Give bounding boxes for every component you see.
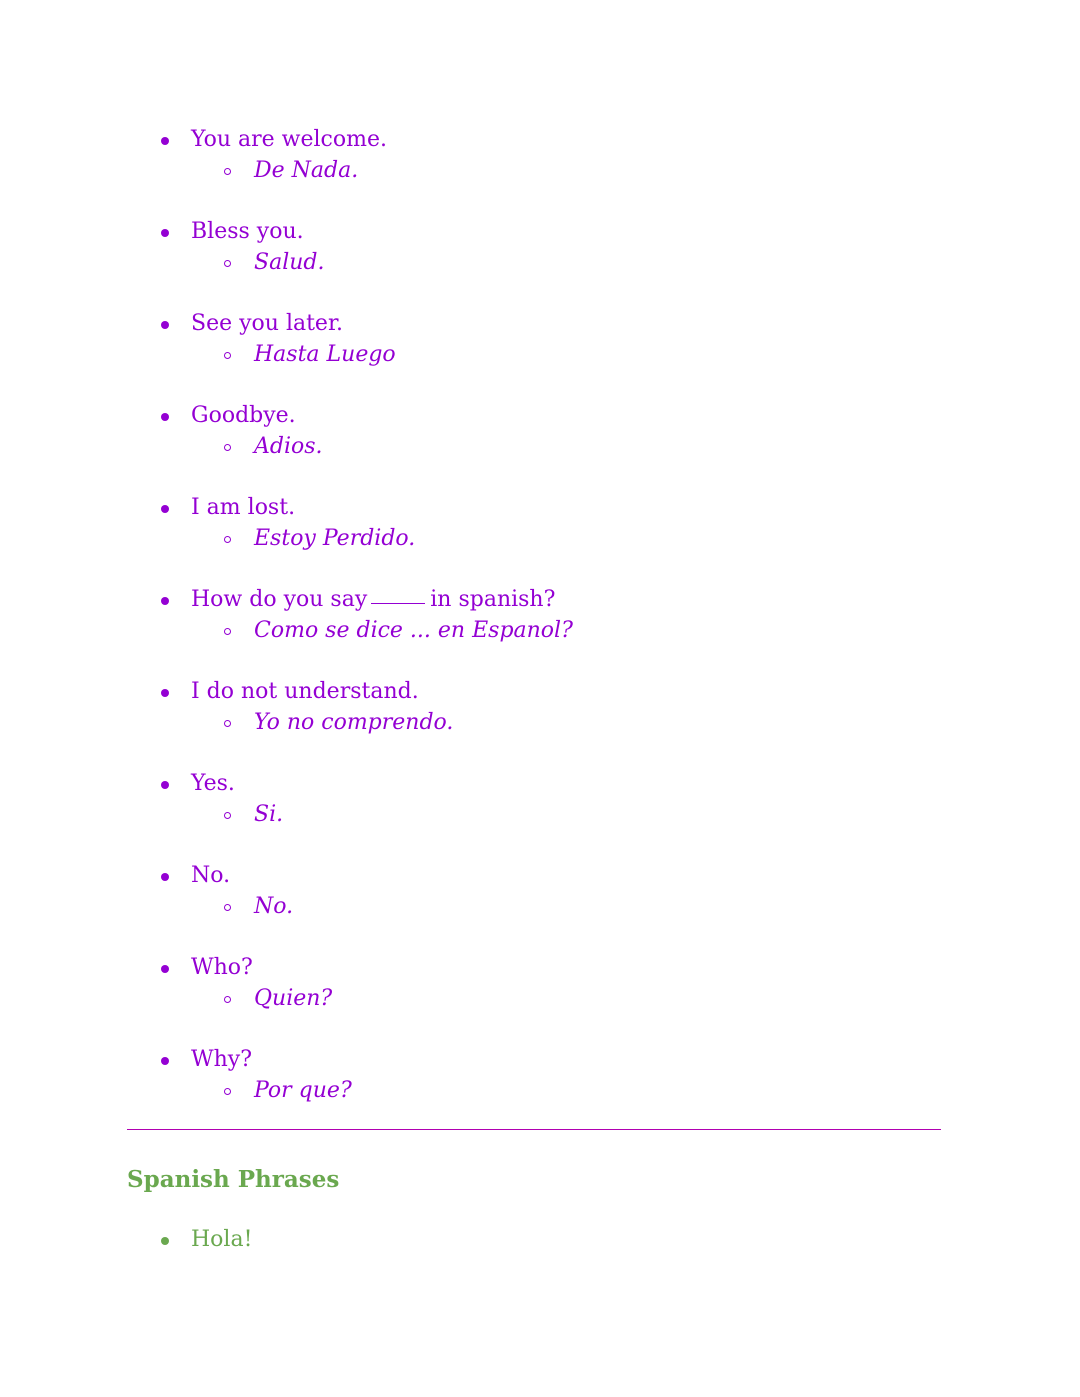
sub-bullet-icon (224, 444, 231, 451)
english-phrase: No. (191, 863, 231, 888)
sub-bullet-icon (224, 996, 231, 1003)
sub-bullet-icon (224, 536, 231, 543)
english-phrase: Yes. (191, 771, 235, 796)
list-item (0, 860, 1080, 952)
bullet-icon (161, 873, 169, 881)
list-item (0, 768, 1080, 860)
sub-bullet-icon (224, 628, 231, 635)
english-phrase: Why? (191, 1047, 253, 1072)
spanish-translation: Si. (254, 802, 284, 827)
bullet-icon (161, 597, 169, 605)
sub-bullet-icon (224, 260, 231, 267)
bullet-icon (161, 1237, 169, 1245)
sub-bullet-icon (224, 720, 231, 727)
bullet-icon (161, 229, 169, 237)
spanish-translation: Por que? (254, 1078, 352, 1103)
spanish-translation: Hasta Luego (254, 342, 396, 367)
list-item (0, 124, 1080, 216)
section-item-text: Hola! (191, 1227, 253, 1252)
spanish-translation: Adios. (254, 434, 323, 459)
english-phrase (191, 584, 555, 616)
english-phrase: I do not understand. (191, 679, 419, 704)
bullet-icon (161, 781, 169, 789)
horizontal-divider (127, 1129, 941, 1130)
fill-in-blank (371, 603, 425, 604)
english-phrase: Goodbye. (191, 403, 296, 428)
section-heading: Spanish Phrases (127, 1166, 340, 1193)
english-phrase: Bless you. (191, 219, 304, 244)
list-item (0, 492, 1080, 584)
list-item (0, 216, 1080, 308)
section-list (0, 1224, 1080, 1258)
spanish-translation: Quien? (254, 986, 333, 1011)
spanish-translation: Estoy Perdido. (254, 526, 416, 551)
phrase-list (0, 124, 1080, 1136)
english-phrase-end: in spanish? (430, 587, 556, 612)
sub-bullet-icon (224, 904, 231, 911)
sub-bullet-icon (224, 352, 231, 359)
english-phrase: I am lost. (191, 495, 296, 520)
bullet-icon (161, 965, 169, 973)
list-item (0, 584, 1080, 676)
spanish-translation: No. (254, 894, 294, 919)
sub-bullet-icon (224, 812, 231, 819)
bullet-icon (161, 1057, 169, 1065)
english-phrase: You are welcome. (191, 127, 387, 152)
spanish-translation: Yo no comprendo. (254, 710, 454, 735)
english-phrase: See you later. (191, 311, 344, 336)
bullet-icon (161, 505, 169, 513)
bullet-icon (161, 137, 169, 145)
bullet-icon (161, 321, 169, 329)
spanish-translation: Salud. (254, 250, 325, 275)
sub-bullet-icon (224, 1088, 231, 1095)
sub-bullet-icon (224, 168, 231, 175)
spanish-translation: Como se dice ... en Espanol? (254, 618, 573, 643)
bullet-icon (161, 413, 169, 421)
english-phrase: Who? (191, 955, 253, 980)
list-item (0, 1224, 1080, 1258)
list-item (0, 676, 1080, 768)
bullet-icon (161, 689, 169, 697)
spanish-translation: De Nada. (254, 158, 359, 183)
list-item (0, 308, 1080, 400)
list-item (0, 1044, 1080, 1136)
list-item (0, 952, 1080, 1044)
list-item (0, 400, 1080, 492)
english-phrase-start: How do you say (191, 587, 368, 612)
